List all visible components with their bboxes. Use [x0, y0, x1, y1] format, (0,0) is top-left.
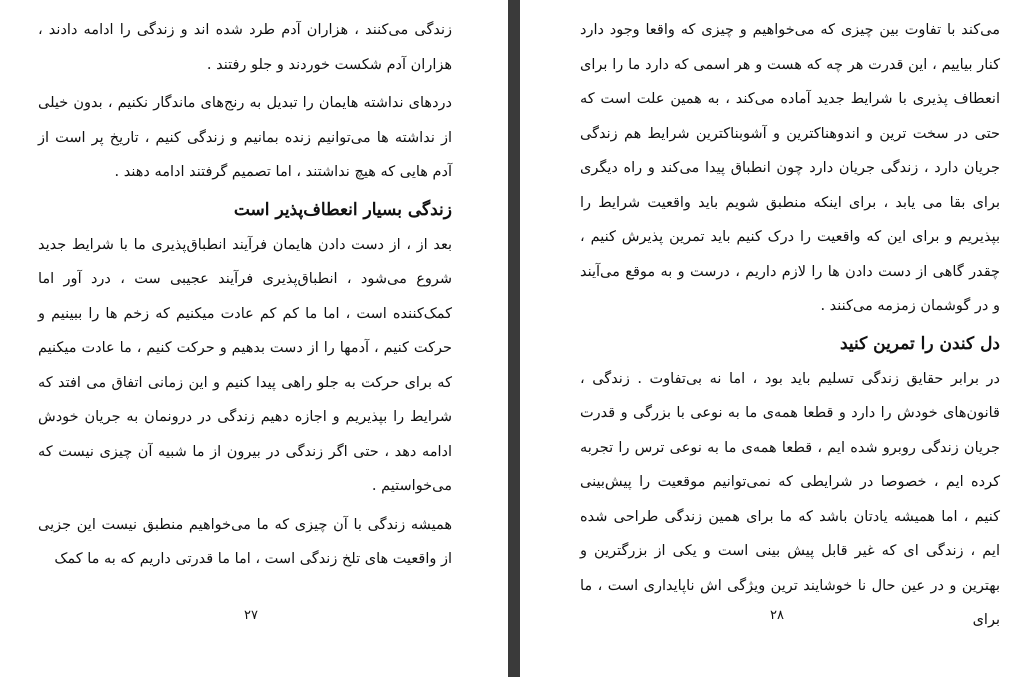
paragraph: در برابر حقایق زندگی تسلیم باید بود ، اما نه بی‌تفاوت . زندگی ، قانون‌های خودش را دارد و قطعا همه‌ی ما به نوعی با بزرگی و قدرت جریان زندگی روبرو شده ایم ، قطعا همه‌ی ما به نوعی ترس را تجربه کرده ایم ، خصوصا در شرایطی که نمی‌توانیم موقعیت را پیش‌بینی کنیم ، اما همیشه یادتان باشد که ما برای همین زندگی طراحی شده ایم ، زندگی ای که غیر قابل پیش بینی است و یکی از بزرگترین و بهترین و در عین حال نا خوشایند ترین ویژگی اش ناپایداری است ، ما برای [580, 370, 1000, 628]
paragraph: زندگی می‌کنند ، هزاران آدم طرد شده اند و زندگی را ادامه دادند ، هزاران آدم شکست خوردند و جلو رفتند . [38, 22, 452, 73]
left-page-text [38, 13, 452, 577]
paragraph: بعد از ، از دست دادن هایمان فرآیند انطباق‌پذیری ما با شرایط جدید شروع می‌شود ، انطباق‌پذیری فرآیند عجیبی ست ، درد آور اما کمک‌کننده است ، اما ما کم کم عادت میکنیم که زخم ها را ببینیم و حرکت کنیم ، آدمها را از دست بدهیم و حرکت کنیم ، ما عادت میکنیم که برای حرکت به جلو راهی پیدا کنیم و این زمانی اتفاق می افتد که شرایط را بپذیریم و اجازه دهیم زندگی در درونمان به جریان خودش ادامه دهد ، حتی اگر زندگی در بیرون از ما شبیه آن چیزی نیست که می‌خواستیم . [38, 236, 452, 494]
paragraph: دردهای نداشته هایمان را تبدیل به رنج‌های ماندگار نکنیم ، بدون خیلی از نداشته ها می‌توانیم زنده بمانیم و زندگی کنیم ، تاریخ پر است از آدم هایی که هیچ نداشتند ، اما تصمیم گرفتند ادامه دهند . [38, 95, 452, 180]
left-page [0, 0, 508, 677]
page-number: ۲۷ [244, 608, 258, 623]
section-heading: دل کندن را تمرین کنید [839, 333, 1000, 354]
section-heading: زندگی بسیار انعطاف‌پذیر است [233, 199, 452, 220]
page-number: ۲۸ [770, 608, 784, 623]
book-gutter [508, 0, 520, 677]
right-page [520, 0, 1029, 677]
paragraph: می‌کند با تفاوت بین چیزی که می‌خواهیم و چیزی که واقعا وجود دارد کنار بیاییم ، این قدرت هر چه که هست و هر اسمی که دارد ما را برای انعطاف پذیری با شرایط جدید آماده می‌کند ، به همین علت است که حتی در سخت ترین و اندوهناکترین و آشوبناکترین شرایط هم زندگی جریان دارد ، زندگی جریان دارد چون انطباق پیدا می‌کند و راه دیگری برای بقا می یابد ، برای اینکه منطبق شویم باید واقعیت شرایط را بپذیریم و برای این که واقعیت را درک کنیم باید تمرین پذیرش کنیم ، چقدر گاهی از دست دادن ها را لازم داریم ، درست و به موقع می‌آیند و در گوشمان زمزمه می‌کنند . [580, 22, 1000, 314]
right-page-text [580, 13, 1000, 638]
paragraph: همیشه زندگی با آن چیزی که ما می‌خواهیم منطبق نیست این جزیی از واقعیت های تلخ زندگی است ، اما ما قدرتی داریم که به ما کمک [38, 516, 452, 567]
